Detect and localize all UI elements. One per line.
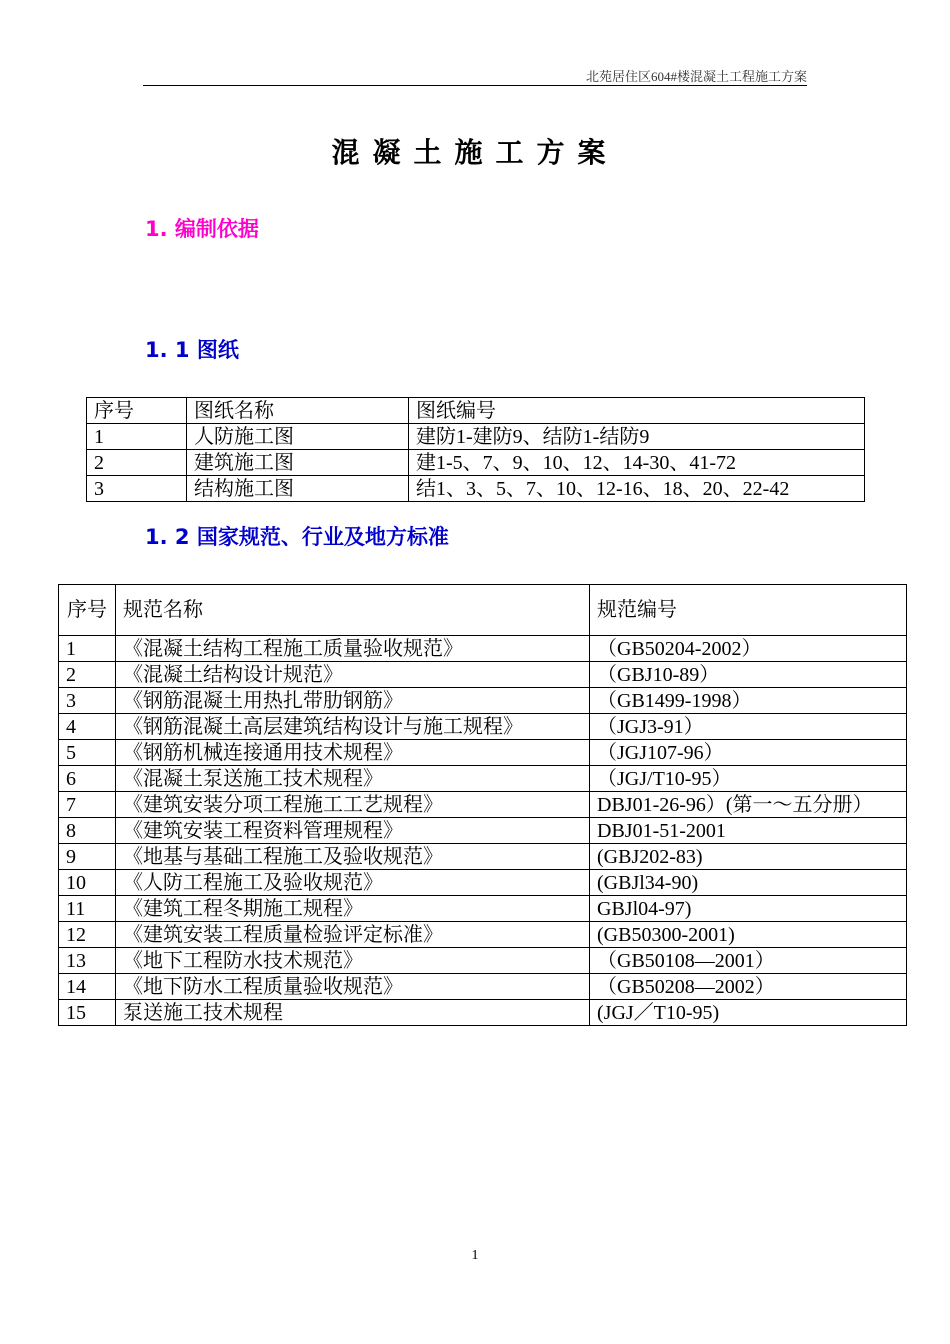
table-cell: 《钢筋混凝土高层建筑结构设计与施工规程》: [116, 714, 590, 740]
table-cell: GBJl04-97): [590, 896, 907, 922]
section-heading-1-1: 1. 1 图纸: [145, 338, 239, 362]
table-cell: （GB50108—2001）: [590, 948, 907, 974]
table-cell: 泵送施工技术规程: [116, 1000, 590, 1026]
table-cell: 《建筑安装分项工程施工工艺规程》: [116, 792, 590, 818]
table-cell: （GBJ10-89）: [590, 662, 907, 688]
table-cell: 1: [87, 424, 187, 450]
table-cell: 《钢筋机械连接通用技术规程》: [116, 740, 590, 766]
table-row: [59, 844, 907, 870]
table-row: [59, 662, 907, 688]
table-row: [59, 896, 907, 922]
table-cell: 11: [59, 896, 116, 922]
table-cell: 12: [59, 922, 116, 948]
table-cell: 8: [59, 818, 116, 844]
header-cell: 规范名称: [116, 585, 590, 636]
table-cell: 5: [59, 740, 116, 766]
drawings-table: [86, 397, 865, 502]
table-cell: 3: [59, 688, 116, 714]
table-cell: 《地下防水工程质量验收规范》: [116, 974, 590, 1000]
table-cell: （JGJ3-91）: [590, 714, 907, 740]
header-cell: 图纸名称: [187, 398, 409, 424]
running-header: 北苑居住区604#楼混凝土工程施工方案: [585, 69, 807, 84]
table-cell: （JGJ/T10-95）: [590, 766, 907, 792]
header-cell: 图纸编号: [409, 398, 865, 424]
table-cell: 10: [59, 870, 116, 896]
table-cell: 建防1-建防9、结防1-结防9: [409, 424, 865, 450]
table-row: [59, 714, 907, 740]
table-cell: (JGJ／T10-95): [590, 1000, 907, 1026]
table-cell: 《地基与基础工程施工及验收规范》: [116, 844, 590, 870]
standards-table: [58, 584, 907, 1026]
table-row: [59, 922, 907, 948]
table-row: [59, 948, 907, 974]
table-cell: 《混凝土结构工程施工质量验收规范》: [116, 636, 590, 662]
table-cell: 9: [59, 844, 116, 870]
table-cell: 结1、3、5、7、10、12-16、18、20、22-42: [409, 476, 865, 502]
table-cell: DBJ01-26-96）(第一～五分册）: [590, 792, 907, 818]
header-rule: [143, 85, 807, 86]
table-cell: 13: [59, 948, 116, 974]
table-row: [59, 870, 907, 896]
table-cell: 建筑施工图: [187, 450, 409, 476]
table-row: [59, 766, 907, 792]
table-cell: （GB1499-1998）: [590, 688, 907, 714]
table-cell: (GBJ202-83): [590, 844, 907, 870]
table-cell: 《建筑安装工程资料管理规程》: [116, 818, 590, 844]
table-cell: 《钢筋混凝土用热扎带肋钢筋》: [116, 688, 590, 714]
table-cell: 4: [59, 714, 116, 740]
table-cell: 《混凝土结构设计规范》: [116, 662, 590, 688]
table-row: [87, 424, 865, 450]
table-row: [87, 450, 865, 476]
table-cell: （GB50204-2002）: [590, 636, 907, 662]
table-row: [59, 636, 907, 662]
table-header-row: [59, 585, 907, 636]
table-header-row: [87, 398, 865, 424]
table-cell: 《人防工程施工及验收规范》: [116, 870, 590, 896]
table-cell: （JGJ107-96）: [590, 740, 907, 766]
table-cell: (GBJl34-90): [590, 870, 907, 896]
table-cell: （GB50208—2002）: [590, 974, 907, 1000]
table-cell: 3: [87, 476, 187, 502]
section-heading-1: 1. 编制依据: [145, 217, 259, 241]
table-row: [59, 818, 907, 844]
page-number: 1: [471, 1248, 479, 1263]
table-row: [87, 476, 865, 502]
table-row: [59, 1000, 907, 1026]
table-cell: 6: [59, 766, 116, 792]
table-cell: 14: [59, 974, 116, 1000]
table-row: [59, 974, 907, 1000]
header-cell: 序号: [59, 585, 116, 636]
table-cell: 人防施工图: [187, 424, 409, 450]
table-cell: 1: [59, 636, 116, 662]
table-cell: 7: [59, 792, 116, 818]
table-row: [59, 740, 907, 766]
table-cell: 《地下工程防水技术规范》: [116, 948, 590, 974]
table-cell: 15: [59, 1000, 116, 1026]
table-cell: DBJ01-51-2001: [590, 818, 907, 844]
table-cell: 2: [87, 450, 187, 476]
table-cell: 《建筑安装工程质量检验评定标准》: [116, 922, 590, 948]
table-row: [59, 688, 907, 714]
table-row: [59, 792, 907, 818]
section-heading-1-2: 1. 2 国家规范、行业及地方标准: [145, 525, 449, 549]
table-cell: 建1-5、7、9、10、12、14-30、41-72: [409, 450, 865, 476]
header-cell: 规范编号: [590, 585, 907, 636]
table-cell: 《混凝土泵送施工技术规程》: [116, 766, 590, 792]
document-title: 混凝土施工方案: [331, 136, 619, 169]
header-cell: 序号: [87, 398, 187, 424]
table-cell: 2: [59, 662, 116, 688]
table-cell: (GB50300-2001): [590, 922, 907, 948]
table-cell: 《建筑工程冬期施工规程》: [116, 896, 590, 922]
table-cell: 结构施工图: [187, 476, 409, 502]
